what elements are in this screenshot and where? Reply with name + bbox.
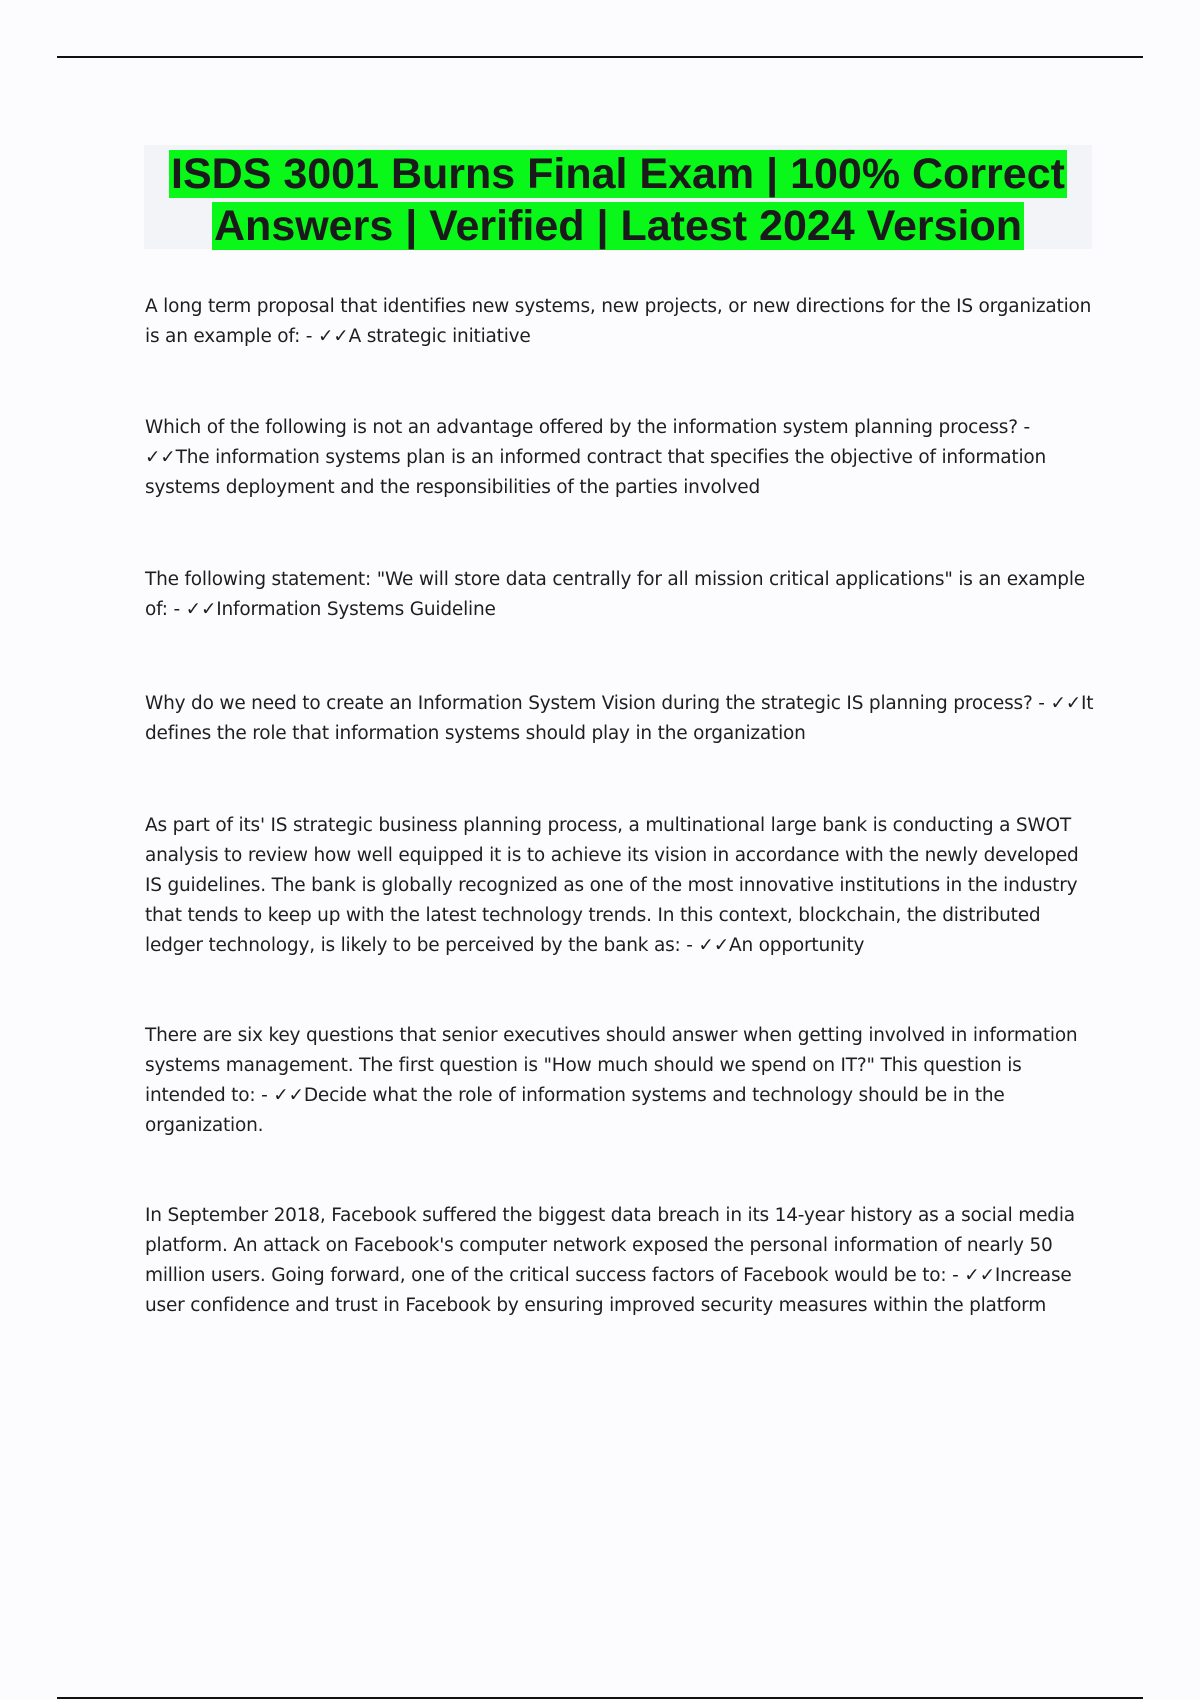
checkmark-icon: ✓✓ (317, 326, 349, 347)
separator: - (680, 935, 699, 956)
answer-text: The information systems plan is an informed contract that specifies the objective of information systems deployment and the responsibilities of the parties involved (145, 447, 1047, 498)
separator: - (255, 1085, 274, 1106)
qa-item (145, 1021, 1095, 1141)
separator: - (946, 1265, 965, 1286)
document-title (144, 145, 1092, 252)
question-text: Which of the following is not an advantage offered by the information system planning process? (145, 417, 1018, 438)
qa-item (145, 565, 1095, 625)
question-text: There are six key questions that senior executives should answer when getting involved in information systems management. The first question is "How much should we spend on IT?" This question is intended to: (145, 1025, 1078, 1106)
qa-item (145, 1201, 1095, 1321)
question-list (145, 292, 1095, 1321)
checkmark-icon: ✓✓ (698, 935, 730, 956)
bottom-rule (57, 1697, 1143, 1699)
answer-text: It defines the role that information systems should play in the organization (145, 693, 1094, 744)
answer-text: Decide what the role of information systems and technology should be in the organization. (145, 1085, 1005, 1136)
separator: - (1017, 417, 1030, 438)
qa-item (145, 292, 1095, 352)
checkmark-icon: ✓✓ (145, 447, 176, 468)
title-line-2: Answers | Verified | Latest 2024 Version (214, 202, 1022, 250)
checkmark-icon: ✓✓ (1050, 693, 1082, 714)
qa-item (145, 413, 1095, 503)
top-rule (57, 56, 1143, 58)
title-block (144, 145, 1092, 249)
question-text: Why do we need to create an Information System Vision during the strategic IS planning process? (145, 693, 1033, 714)
question-text: A long term proposal that identifies new systems, new projects, or new directions for the IS organization is an example of: (145, 296, 1092, 347)
qa-item (145, 689, 1095, 749)
question-text: The following statement: "We will store data centrally for all mission critical applications" is an example of: (145, 569, 1085, 620)
separator: - (1032, 693, 1051, 714)
title-line-1: ISDS 3001 Burns Final Exam | 100% Correct (171, 150, 1065, 198)
qa-item (145, 811, 1095, 961)
checkmark-icon: ✓✓ (964, 1265, 995, 1286)
answer-text: Information Systems Guideline (216, 599, 496, 620)
separator: - (300, 326, 318, 347)
answer-text: Increase user confidence and trust in Facebook by ensuring improved security measures within the platform (145, 1265, 1072, 1316)
answer-text: An opportunity (729, 935, 865, 956)
answer-text: A strategic initiative (348, 326, 531, 347)
question-text: In September 2018, Facebook suffered the biggest data breach in its 14-year history as a social media platform. An attack on Facebook's computer network exposed the personal information of nearly 50 million users. Going forward, one of the critical success factors of Facebook would be to: (145, 1205, 1075, 1286)
checkmark-icon: ✓✓ (185, 599, 217, 620)
question-text: As part of its' IS strategic business planning process, a multinational large bank is conducting a SWOT analysis to review how well equipped it is to achieve its vision in accordance with the newly developed IS guidelines. The bank is globally recognized as one of the most innovative institutions in the industry that tends to keep up with the latest technology trends. In this context, blockchain, the distributed ledger technology, is likely to be perceived by the bank as: (145, 815, 1079, 956)
separator: - (167, 599, 186, 620)
checkmark-icon: ✓✓ (273, 1085, 304, 1106)
